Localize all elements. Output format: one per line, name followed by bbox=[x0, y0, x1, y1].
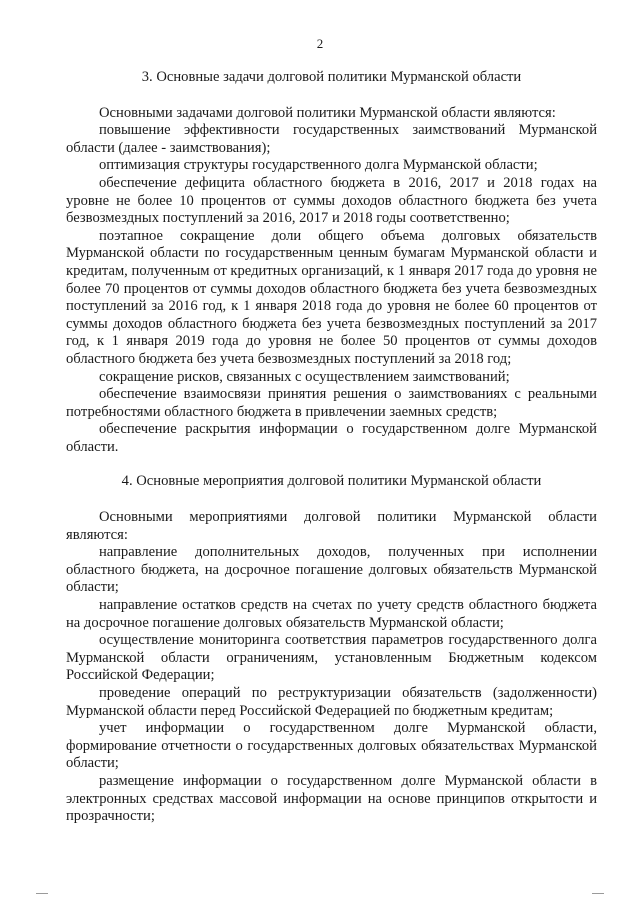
task-paragraph: повышение эффективности государственных заимствований Мурманской области (далее - заимствования); bbox=[66, 122, 597, 156]
measure-paragraph: осуществление мониторинга соответствия параметров государственного долга Мурманской области ограничениям, установленным Бюджетным кодексом Российской Федерации; bbox=[66, 632, 597, 684]
task-paragraph: обеспечение раскрытия информации о государственном долге Мурманской области. bbox=[66, 421, 597, 455]
scan-edge-mark bbox=[36, 893, 48, 894]
section-3-intro: Основными задачами долговой политики Мурманской области являются: bbox=[99, 104, 556, 121]
measure-paragraph: направление остатков средств на счетах по учету средств областного бюджета на досрочное погашение долговых обязательств Мурманской области; bbox=[66, 597, 597, 631]
section-4-heading: 4. Основные мероприятия долговой политики Мурманской области bbox=[121, 473, 542, 490]
document-body bbox=[66, 69, 597, 826]
page-number: 2 bbox=[316, 36, 324, 51]
task-paragraph: сокращение рисков, связанных с осуществлением заимствований; bbox=[99, 368, 510, 385]
spacer bbox=[66, 456, 597, 473]
spacer bbox=[66, 87, 597, 105]
measure-paragraph: проведение операций по реструктуризации обязательств (задолженности) Мурманской области перед Российской Федерацией по бюджетным кредитам; bbox=[66, 685, 597, 719]
task-paragraph: обеспечение взаимосвязи принятия решения о заимствованиях с реальными потребностями областного бюджета в привлечении заемных средств; bbox=[66, 386, 597, 420]
section-3-heading: 3. Основные задачи долговой политики Мурманской области bbox=[141, 69, 522, 85]
task-paragraph: оптимизация структуры государственного долга Мурманской области; bbox=[99, 157, 538, 174]
measure-paragraph: учет информации о государственном долге Мурманской области, формирование отчетности о государственных долговых обязательствах Мурманской области; bbox=[66, 720, 597, 772]
measure-paragraph: размещение информации о государственном долге Мурманской области в электронных средствах массовой информации на основе принципов открытости и прозрачности; bbox=[66, 772, 597, 825]
task-paragraph: обеспечение дефицита областного бюджета в 2016, 2017 и 2018 годах на уровне не более 10 процентов от суммы доходов областного бюджета без учета безвозмездных поступлений за 2016, 2017 и 2018 годы соответственно; bbox=[66, 174, 597, 227]
section-4-intro: Основными мероприятиями долговой политики Мурманской области являются: bbox=[66, 509, 597, 543]
scan-edge-mark bbox=[592, 893, 604, 894]
measure-paragraph: направление дополнительных доходов, полученных при исполнении областного бюджета, на досрочное погашение долговых обязательств Мурманской области; bbox=[66, 544, 597, 596]
task-paragraph: поэтапное сокращение доли общего объема долговых обязательств Мурманской области по государственным ценным бумагам Мурманской области и кредитам, полученным от кредитных организаций, к 1 января 2017 года до уровня не более 70 процентов от суммы доходов областного бюджета без учета безвозмездных поступлений за 2016 год, к 1 января 2018 года до уровня не более 60 процентов от суммы доходов областного бюджета без учета безвозмездных поступлений за 2017 год, к 1 января 2019 года до уровня не более 50 процентов от суммы доходов областного бюджета без учета безвозмездных поступлений за 2018 год; bbox=[66, 227, 597, 367]
spacer bbox=[66, 491, 597, 509]
